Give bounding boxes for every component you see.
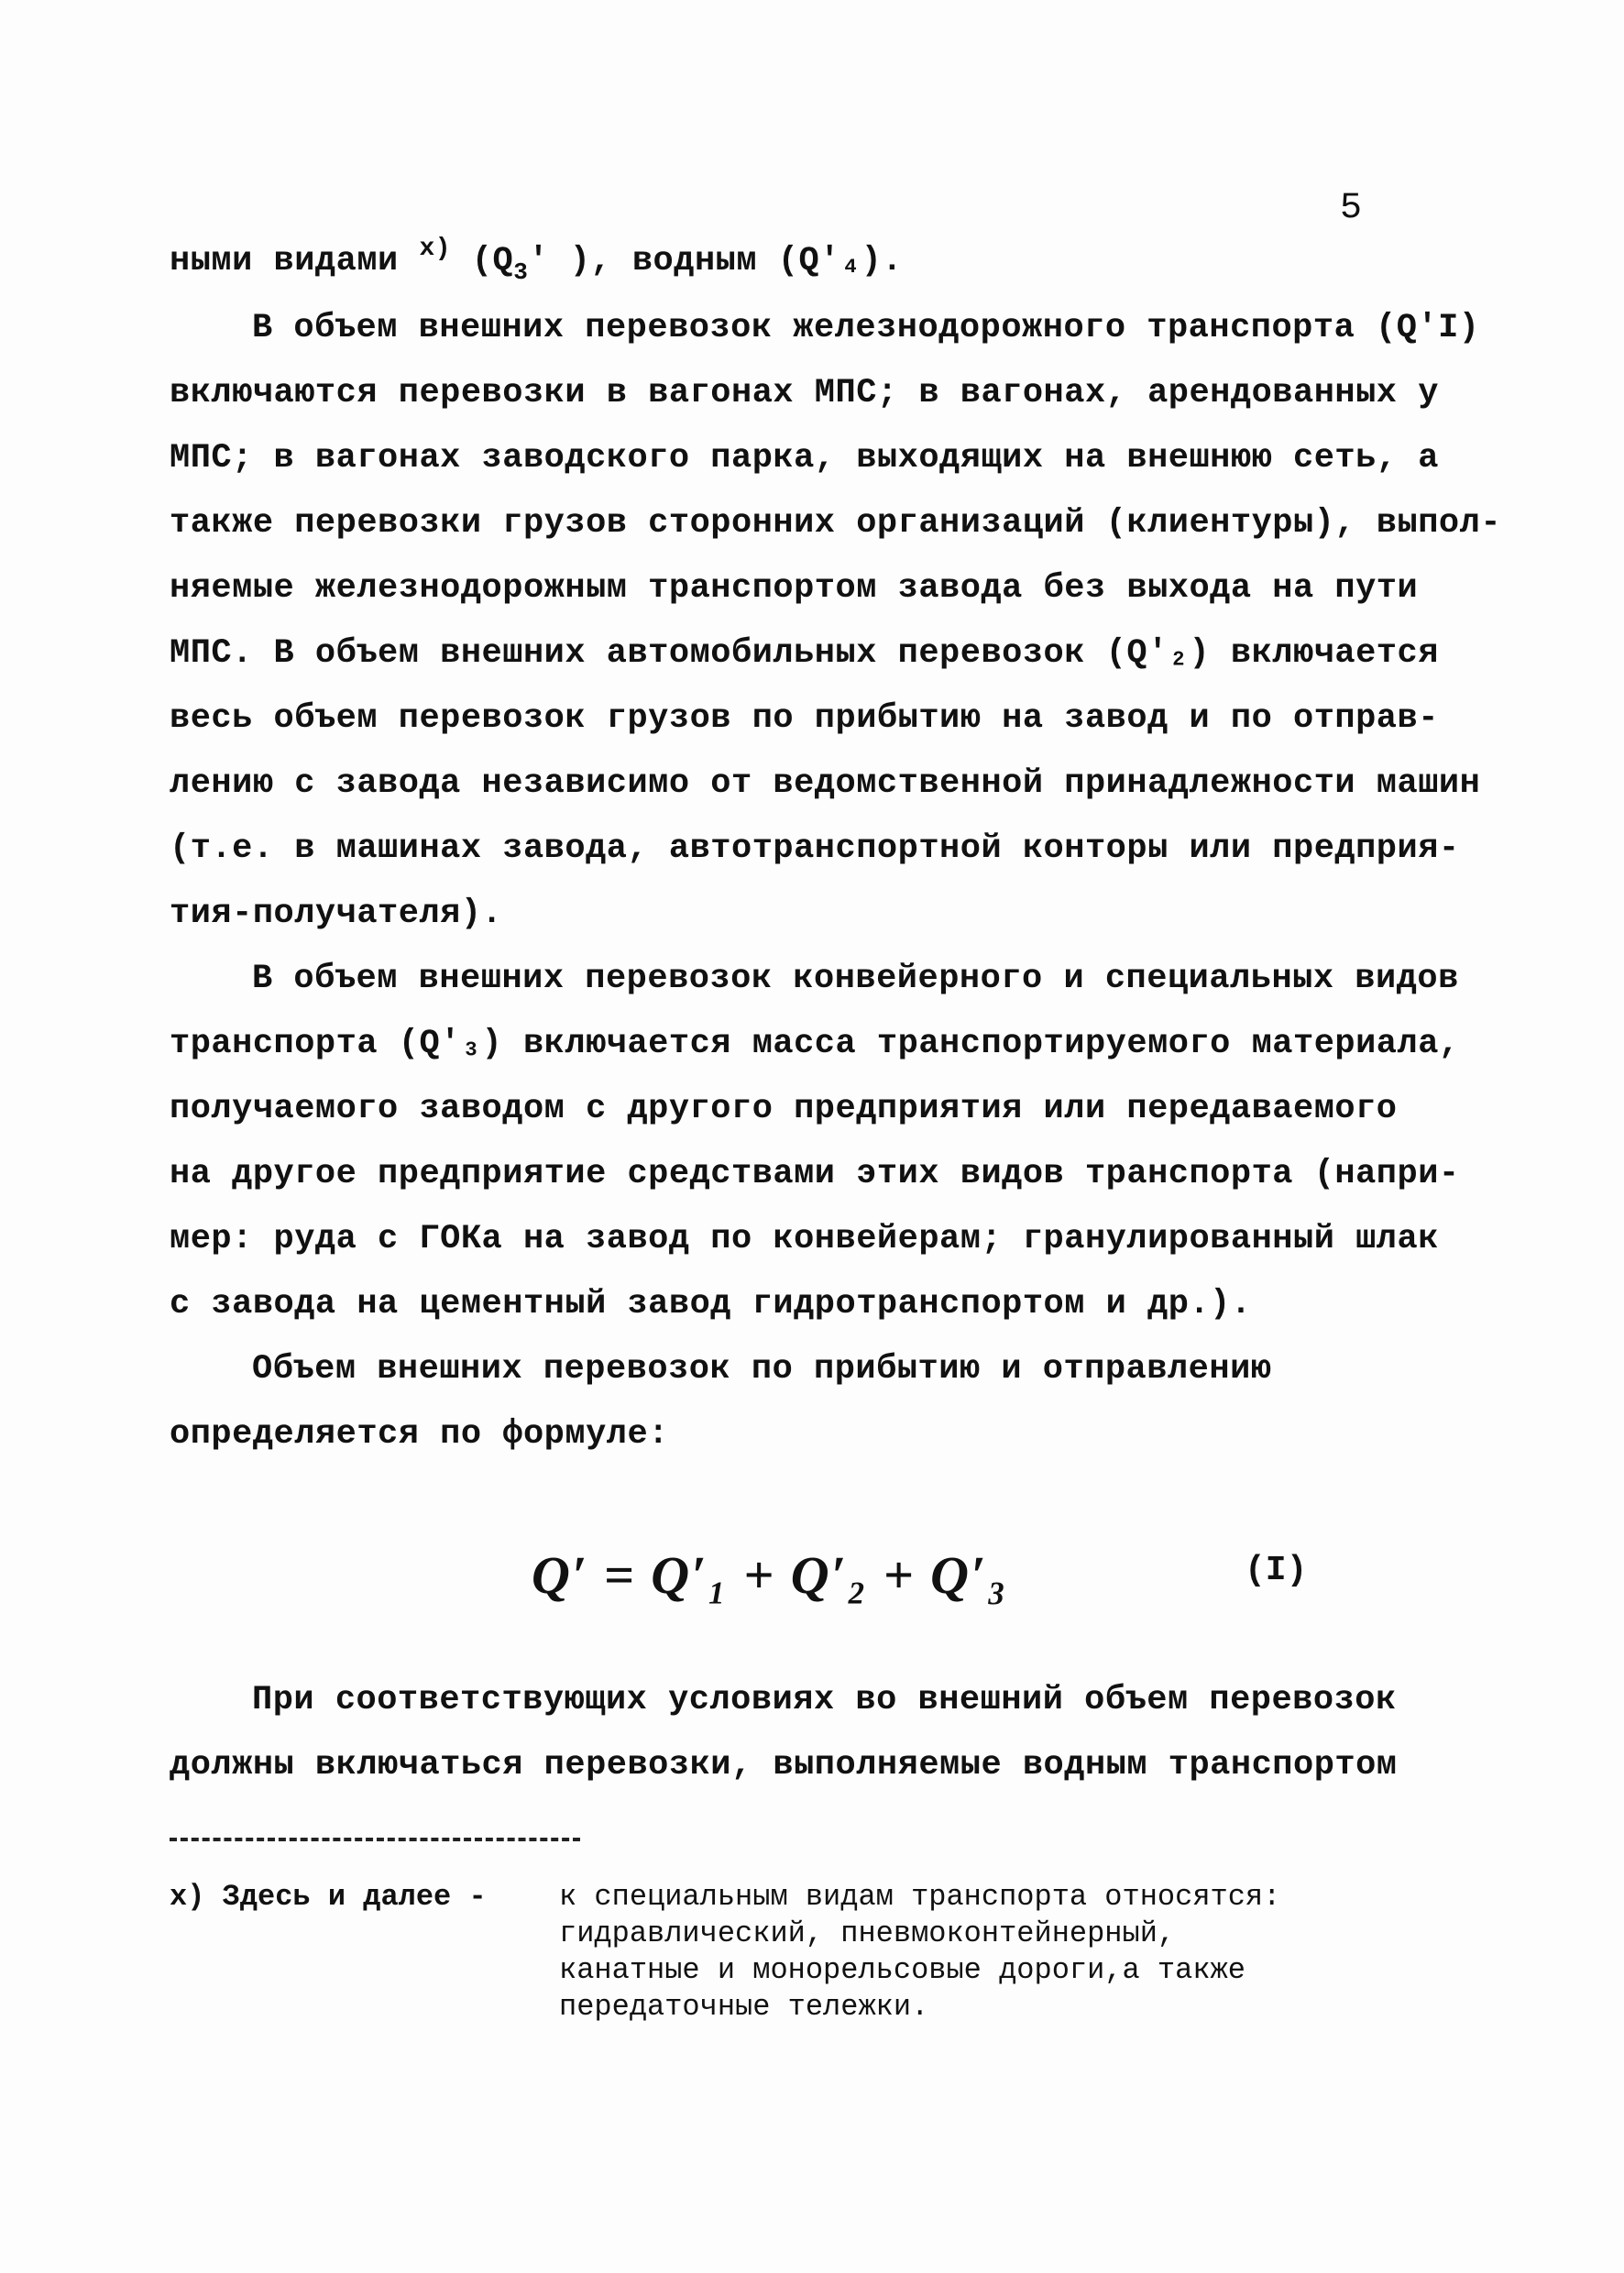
formula-number: (I): [1245, 1551, 1308, 1590]
footnote-line: к специальным видам транспорта относятся:: [559, 1880, 1281, 1914]
footnote-body: [559, 1879, 1439, 2026]
footnote-line: передаточные тележки.: [559, 1990, 929, 2024]
text-line: получаемого заводом с другого предприятия или передаваемого: [170, 1090, 1398, 1128]
text-line: Объем внешних перевозок по прибытию и отправлению: [252, 1350, 1272, 1389]
continuation-text-block: [170, 1668, 1480, 1798]
page-number: 5: [1340, 188, 1363, 229]
subscript: 3: [513, 258, 529, 286]
text-line: лению с завода независимо от ведомственной принадлежности машин: [170, 764, 1481, 803]
text-fragment: ными видами: [170, 242, 399, 280]
text-line: В объем внешних перевозок железнодорожного транспорта (Q′I): [252, 309, 1480, 347]
footnote-marker: x): [419, 235, 452, 263]
footnote: [170, 1879, 1453, 2026]
formula: Q′ = Q′₁ + Q′₂ + Q′₃: [532, 1545, 1008, 1605]
text-line: также перевозки грузов сторонних организаций (клиентуры), выпол-: [170, 504, 1502, 543]
text-line-1: [170, 229, 1480, 296]
text-line: весь объем перевозок грузов по прибытию на завод и по отправ-: [170, 699, 1439, 738]
text-line: При соответствующих условиях во внешний объем перевозок: [252, 1681, 1397, 1719]
footnote-line: гидравлический, пневмоконтейнерный,: [559, 1916, 1176, 1950]
footnote-divider: [170, 1838, 580, 1841]
text-line: мер: руда с ГОКа на завод по конвейерам; гранулированный шлак: [170, 1220, 1439, 1258]
footnote-label: x) Здесь и далее -: [170, 1880, 487, 1914]
text-line: определяется по формуле:: [170, 1415, 669, 1454]
text-line: транспорта (Q′₃) включается масса транспортируемого материала,: [170, 1025, 1460, 1063]
text-line: должны включаться перевозки, выполняемые водным транспортом: [170, 1746, 1398, 1784]
text-fragment: ′ ), водным (Q′₄).: [528, 242, 903, 280]
text-line: тия-получателя).: [170, 895, 503, 933]
footnote-line: канатные и монорельсовые дороги,а также: [559, 1953, 1245, 1987]
text-fragment: (Q: [471, 242, 514, 280]
text-line: с завода на цементный завод гидротранспортом и др.).: [170, 1285, 1252, 1323]
text-line: В объем внешних перевозок конвейерного и специальных видов: [252, 960, 1459, 998]
text-line: МПС. В объем внешних автомобильных перевозок (Q′₂) включается: [170, 634, 1439, 673]
text-line: няемые железнодорожным транспортом завода без выхода на пути: [170, 569, 1419, 608]
text-line: МПС; в вагонах заводского парка, выходящих на внешнюю сеть, а: [170, 439, 1439, 478]
text-line: (т.е. в машинах завода, автотранспортной конторы или предприя-: [170, 829, 1460, 868]
text-line: включаются перевозки в вагонах МПС; в вагонах, арендованных у: [170, 374, 1439, 412]
main-text-block: [170, 229, 1502, 1467]
text-line: на другое предприятие средствами этих видов транспорта (напри-: [170, 1155, 1460, 1193]
